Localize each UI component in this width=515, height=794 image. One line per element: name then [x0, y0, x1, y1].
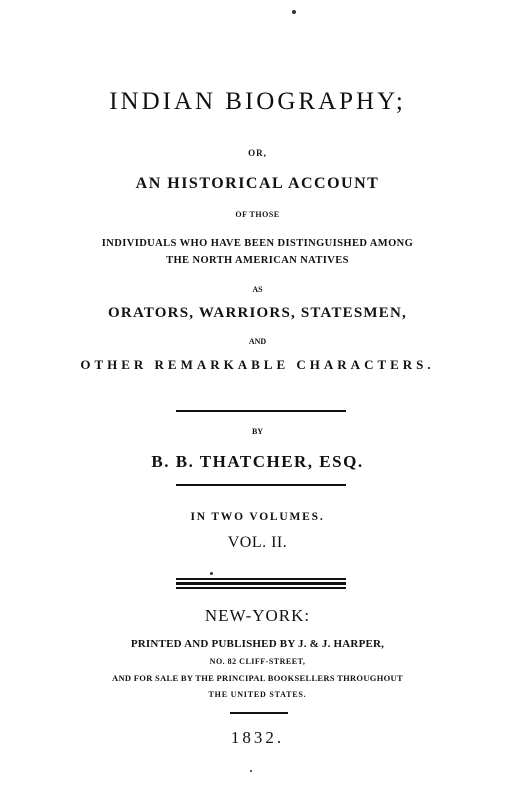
- sale-line: AND FOR SALE BY THE PRINCIPAL BOOKSELLERS THROUGHOUT: [112, 673, 403, 683]
- volumes-text: IN TWO VOLUMES.: [190, 511, 325, 523]
- ink-speck: [210, 572, 213, 575]
- other-characters-line: OTHER REMARKABLE CHARACTERS.: [80, 357, 435, 372]
- triple-rule-middle: [176, 582, 346, 585]
- publication-city: NEW-YORK:: [204, 606, 311, 625]
- sale-line-2: THE UNITED STATES.: [208, 690, 307, 699]
- description-line-2: THE NORTH AMERICAN NATIVES: [166, 255, 349, 266]
- publication-year: 1832.: [230, 728, 285, 747]
- volume-number: VOL. II.: [227, 534, 288, 551]
- ink-speck: [250, 770, 252, 772]
- by-text: BY: [251, 427, 264, 436]
- as-text: AS: [252, 285, 263, 294]
- short-divider-rule: [230, 712, 288, 714]
- main-title: INDIAN BIOGRAPHY;: [109, 88, 406, 115]
- subtitle: AN HISTORICAL ACCOUNT: [135, 175, 380, 192]
- triple-rule-bottom: [176, 587, 346, 589]
- of-those-text: OF THOSE: [235, 210, 280, 219]
- publisher-address: NO. 82 CLIFF-STREET,: [209, 657, 306, 666]
- or-text: OR,: [248, 148, 267, 158]
- ink-speck: [292, 10, 296, 14]
- divider-rule: [176, 484, 346, 486]
- description-line-1: INDIVIDUALS WHO HAVE BEEN DISTINGUISHED AMONG: [101, 238, 414, 249]
- publisher-line: PRINTED AND PUBLISHED BY J. & J. HARPER,: [130, 638, 385, 650]
- triple-rule-top: [176, 578, 346, 580]
- divider-rule: [176, 410, 346, 412]
- and-text: AND: [248, 337, 267, 346]
- author-name: B. B. THATCHER, ESQ.: [151, 452, 364, 471]
- roles-line: ORATORS, WARRIORS, STATESMEN,: [108, 305, 407, 321]
